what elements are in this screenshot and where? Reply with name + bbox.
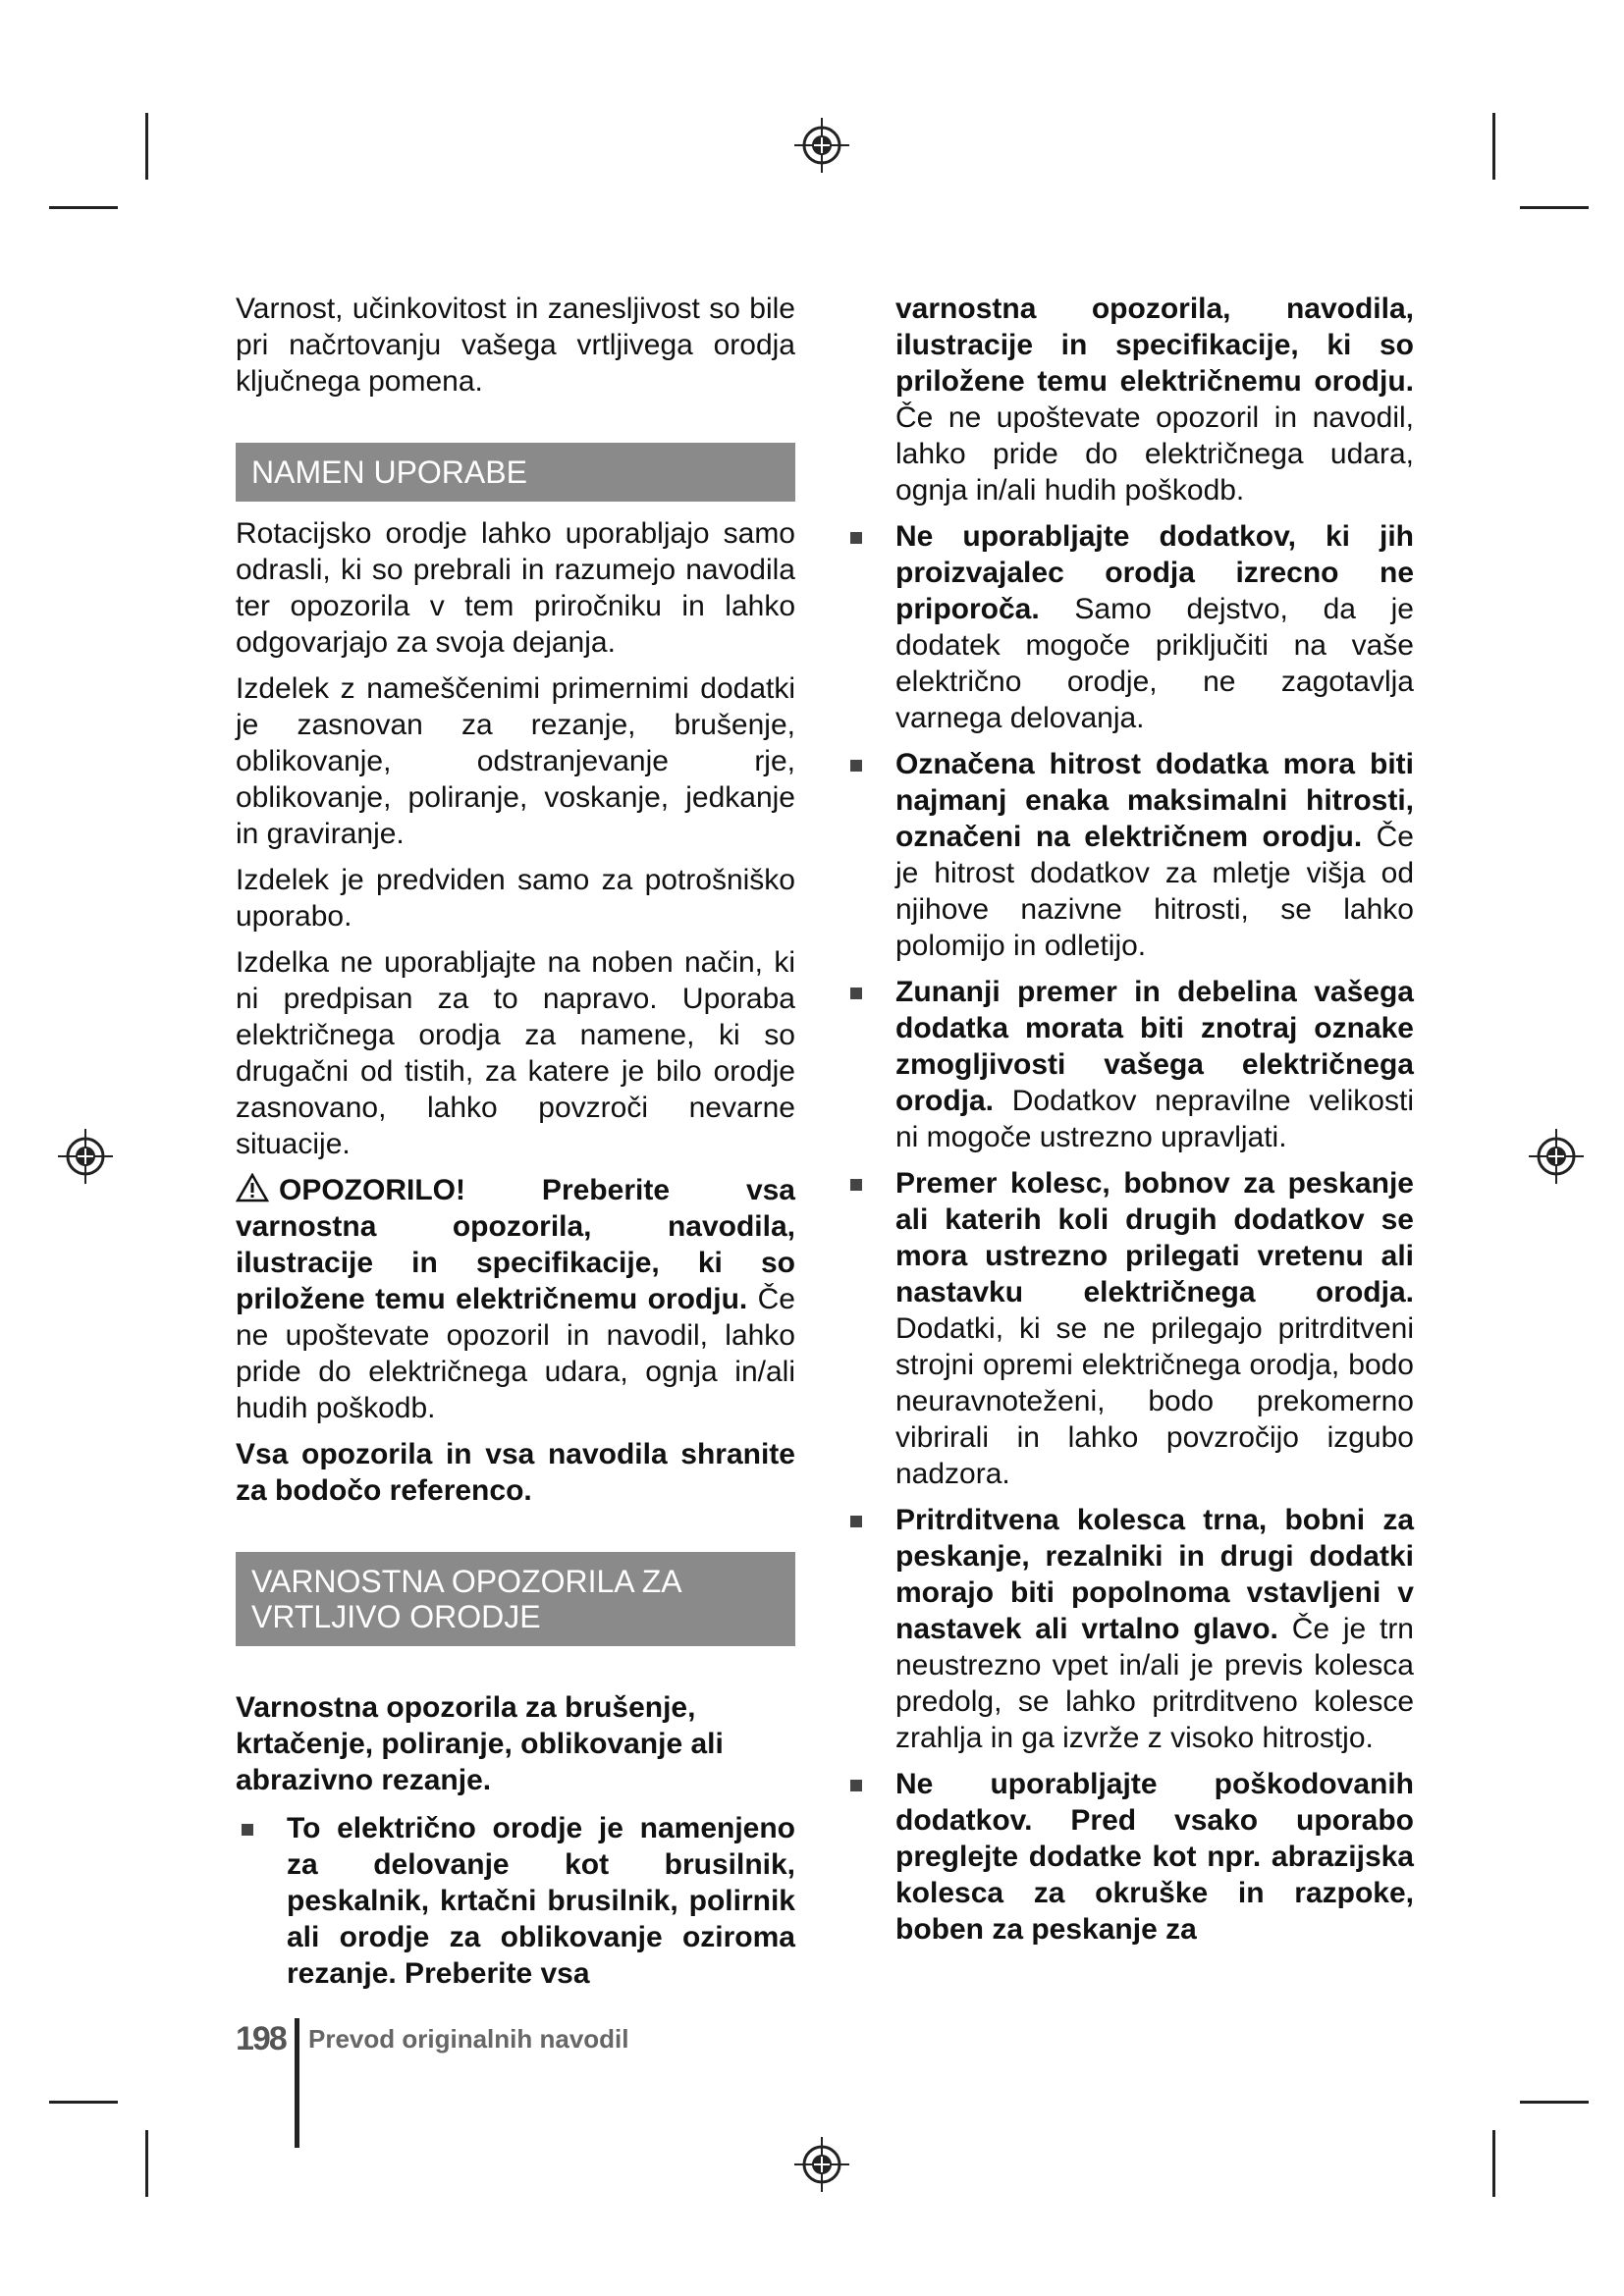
section-heading-intended-use: NAMEN UPORABE <box>236 443 795 502</box>
list-item-bold-text: Označena hitrost dodatka mora biti najmanj enaka maksimalni hitrosti, označeni na električnem orodju. <box>895 748 1414 853</box>
list-item-normal-text: Če je hitrost dodatkov za mletje višja od njihove nazivne hitrosti, se lahko polomijo in odletijo. <box>895 821 1414 962</box>
crop-mark <box>1520 206 1589 209</box>
right-column <box>844 291 1414 1957</box>
list-item-bold-text: Premer kolesc, bobnov za peskanje ali katerih koli drugih dodatkov se mora ustrezno prilegati vretenu ali nastavku električnega orodja. <box>895 1167 1414 1308</box>
crop-mark <box>145 113 148 180</box>
warning-bold-text: varnostna opozorila, navodila, ilustracije in specifikacije, ki so priložene temu električnemu orodju. <box>236 1210 795 1315</box>
list-item <box>844 1502 1414 1756</box>
registration-mark-icon <box>792 2135 851 2194</box>
list-item-bold-text: To električno orodje je namenjeno za delovanje kot brusilnik, peskalnik, krtačni brusilnik, polirnik ali orodje za oblikovanje oziroma rezanje. Preberite vsa <box>287 1812 795 1990</box>
registration-mark-icon <box>1527 1127 1586 1186</box>
list-item-bold-text: Pritrditvena kolesca trna, bobni za peskanje, rezalniki in drugi dodatki morajo biti popolnoma vstavljeni v nastavek ali vrtalno glavo. <box>895 1504 1414 1645</box>
body-paragraph: Izdelka ne uporabljajte na noben način, ki ni predpisan za to napravo. Uporaba električnega orodja za namene, ki so drugačni od tistih, za katere je bilo orodje zasnovano, lahko povzroči nevarne situacije. <box>236 946 795 1160</box>
bullet-square-icon <box>850 988 862 999</box>
bullet-square-icon <box>242 1824 253 1836</box>
warning-label: OPOZORILO! Preberite vsa <box>279 1174 795 1206</box>
subheading: Varnostna opozorila za brušenje, krtačenje, poliranje, oblikovanje ali abrazivno rezanje. <box>236 1691 724 1796</box>
crop-mark <box>1492 2130 1495 2197</box>
bullet-square-icon <box>850 532 862 544</box>
list-item <box>844 1165 1414 1492</box>
bullet-square-icon <box>850 1179 862 1191</box>
list-item <box>844 974 1414 1155</box>
list-item <box>236 1810 795 1992</box>
crop-mark <box>49 2101 118 2104</box>
body-paragraph: Rotacijsko orodje lahko uporabljajo samo odrasli, ki so prebrali in razumejo navodila ter opozorila v tem priročniku in lahko odgovarjajo za svoja dejanja. <box>236 517 795 659</box>
body-paragraph: Izdelek je predviden samo za potrošniško uporabo. <box>236 864 795 933</box>
warning-triangle-icon <box>236 1173 269 1202</box>
registration-mark-icon <box>56 1127 115 1186</box>
crop-mark <box>1520 2101 1589 2104</box>
left-column <box>236 291 795 2002</box>
list-item-bold-text: Ne uporabljajte dodatkov, ki jih proizvajalec orodja izrecno ne priporoča. <box>895 520 1414 625</box>
page-number: 198 <box>236 2020 286 2057</box>
warning-block <box>236 1172 795 1426</box>
list-item <box>844 746 1414 964</box>
footer-divider <box>295 2018 299 2148</box>
list-item-bold-text: Zunanji premer in debelina vašega dodatka morata biti znotraj oznake zmogljivosti vašega električnega orodja. <box>895 976 1414 1117</box>
bullet-square-icon <box>850 760 862 772</box>
list-item-normal-text: Dodatkov nepravilne velikosti ni mogoče ustrezno upravljati. <box>895 1085 1414 1153</box>
list-item-normal-text: Dodatki, ki se ne prilegajo pritrditveni strojni opremi električnega orodja, bodo neuravnoteženi, bodo prekomerno vibrirali in lahko povzročijo izgubo nadzora. <box>895 1312 1414 1490</box>
section-heading-safety-warnings: VARNOSTNA OPOZORILA ZA VRTLJIVO ORODJE <box>236 1552 795 1646</box>
continuation-paragraph <box>895 291 1414 508</box>
continuation-normal-text: Če ne upoštevate opozoril in navodil, lahko pride do električnega udara, ognja in/ali hudih poškodb. <box>895 401 1414 507</box>
warning-normal-text: Če ne upoštevate opozoril in navodil, lahko pride do električnega udara, ognja in/ali hudih poškodb. <box>236 1283 795 1424</box>
footer-text: Prevod originalnih navodil <box>308 2024 629 2054</box>
list-item-normal-text: Samo dejstvo, da je dodatek mogoče priključiti na vaše električno orodje, ne zagotavlja varnega delovanja. <box>895 593 1414 734</box>
keep-instructions-note: Vsa opozorila in vsa navodila shranite za bodočo referenco. <box>236 1438 795 1507</box>
list-item-normal-text: Če je trn neustrezno vpet in/ali je previs kolesca predolg, se lahko pritrditveno kolesce zrahlja in ga izvrže z visoko hitrostjo. <box>895 1613 1414 1754</box>
crop-mark <box>145 2130 148 2197</box>
body-paragraph: Izdelek z nameščenimi primernimi dodatki je zasnovan za rezanje, brušenje, oblikovanje, odstranjevanje rje, oblikovanje, poliranje, voskanje, jedkanje in graviranje. <box>236 672 795 850</box>
bullet-square-icon <box>850 1516 862 1527</box>
list-item <box>844 1766 1414 1948</box>
list-item-bold-text: Ne uporabljajte poškodovanih dodatkov. Pred vsako uporabo preglejte dodatke kot npr. abrazijska kolesca za okruške in razpoke, boben za peskanje za <box>895 1768 1414 1946</box>
crop-mark <box>1492 113 1495 180</box>
intro-paragraph: Varnost, učinkovitost in zanesljivost so bile pri načrtovanju vašega vrtljivega orodja ključnega pomena. <box>236 293 795 398</box>
continuation-bold-text: varnostna opozorila, navodila, ilustracije in specifikacije, ki so priložene temu električnemu orodju. <box>895 293 1414 398</box>
crop-mark <box>49 206 118 209</box>
bullet-square-icon <box>850 1780 862 1791</box>
list-item <box>844 518 1414 736</box>
registration-mark-icon <box>792 116 851 175</box>
